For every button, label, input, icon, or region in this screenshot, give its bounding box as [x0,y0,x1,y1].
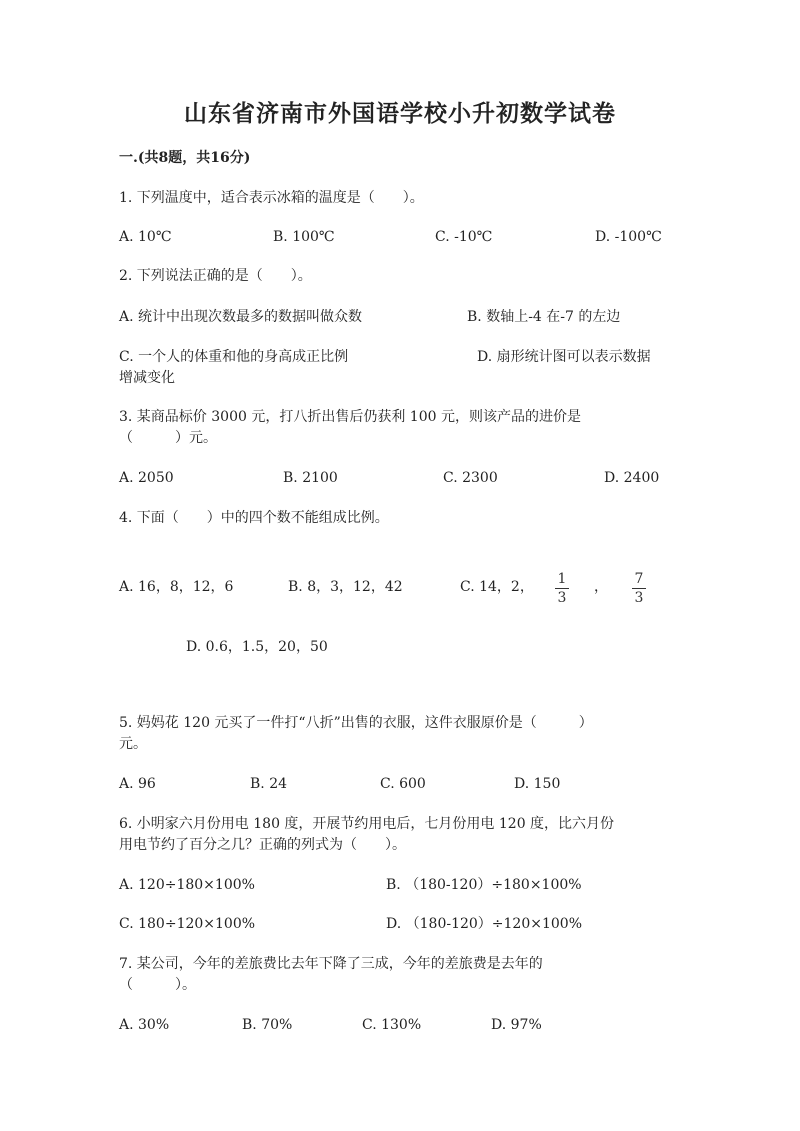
option-a: A. 10℃ [119,229,172,245]
option-d-continuation: 增减变化 [119,370,175,386]
option-c: C. 180÷120×100% [119,916,256,932]
fraction-one-third [552,571,572,606]
option-b: B. 8，3，12，42 [288,579,403,595]
option-c: C. 130% [362,1017,422,1033]
question-stem-continuation: （ ）元。 [119,430,217,446]
option-d: D. 扇形统计图可以表示数据 [477,349,651,365]
question-stem: 4. 下面（ ）中的四个数不能组成比例。 [119,510,389,526]
question-stem-continuation: （ ）。 [119,977,196,993]
option-c: C. 2300 [443,470,498,486]
fraction-denominator: 3 [634,590,644,606]
question-stem: 2. 下列说法正确的是（ ）。 [119,268,312,284]
question-stem: 5. 妈妈花 120 元买了一件打“八折”出售的衣服，这件衣服原价是（ ） [119,715,593,731]
option-d: D. -100℃ [595,229,662,245]
option-b: B. 70% [242,1017,293,1033]
fraction-numerator: 7 [634,571,644,587]
question-stem: 7. 某公司，今年的差旅费比去年下降了三成，今年的差旅费是去年的 [119,956,543,972]
fraction-bar [555,588,569,589]
option-c: C. 一个人的体重和他的身高成正比例 [119,349,349,365]
fraction-seven-thirds [629,571,649,606]
fraction-bar [632,588,646,589]
page-title: 山东省济南市外国语学校小升初数学试卷 [184,100,616,127]
option-a: A. 16，8，12，6 [119,579,234,595]
question-stem-continuation: 用电节约了百分之几？正确的列式为（ ）。 [119,837,406,853]
option-a: A. 120÷180×100% [119,877,255,893]
option-a: A. 30% [119,1017,170,1033]
option-c: C. 14，2， [460,579,534,595]
option-b: B. 100℃ [273,229,335,245]
option-b: B. （180-120）÷180×100% [386,877,582,893]
question-stem: 1. 下列温度中，适合表示冰箱的温度是（ ）。 [119,190,424,206]
option-b: B. 24 [250,776,288,792]
question-stem-continuation: 元。 [119,736,147,752]
option-d: D. 0.6，1.5，20，50 [186,639,328,655]
option-d: D. （180-120）÷120×100% [386,916,583,932]
option-c: C. 600 [380,776,426,792]
section-heading: 一.(共8题，共16分) [119,150,251,166]
option-a: A. 2050 [119,470,174,486]
option-a: A. 统计中出现次数最多的数据叫做众数 [119,309,363,325]
option-d: D. 2400 [604,470,660,486]
option-b: B. 数轴上-4 在-7 的左边 [467,309,621,325]
fraction-numerator: 1 [557,571,567,587]
option-b: B. 2100 [283,470,338,486]
fraction-denominator: 3 [557,590,567,606]
question-stem: 3. 某商品标价 3000 元，打八折出售后仍获利 100 元，则该产品的进价是 [119,409,581,425]
option-a: A. 96 [119,776,156,792]
option-c: C. -10℃ [435,229,493,245]
option-c-separator: ， [594,579,608,595]
question-stem: 6. 小明家六月份用电 180 度，开展节约用电后，七月份用电 120 度，比六月份 [119,816,615,832]
option-d: D. 97% [491,1017,542,1033]
option-d: D. 150 [514,776,561,792]
